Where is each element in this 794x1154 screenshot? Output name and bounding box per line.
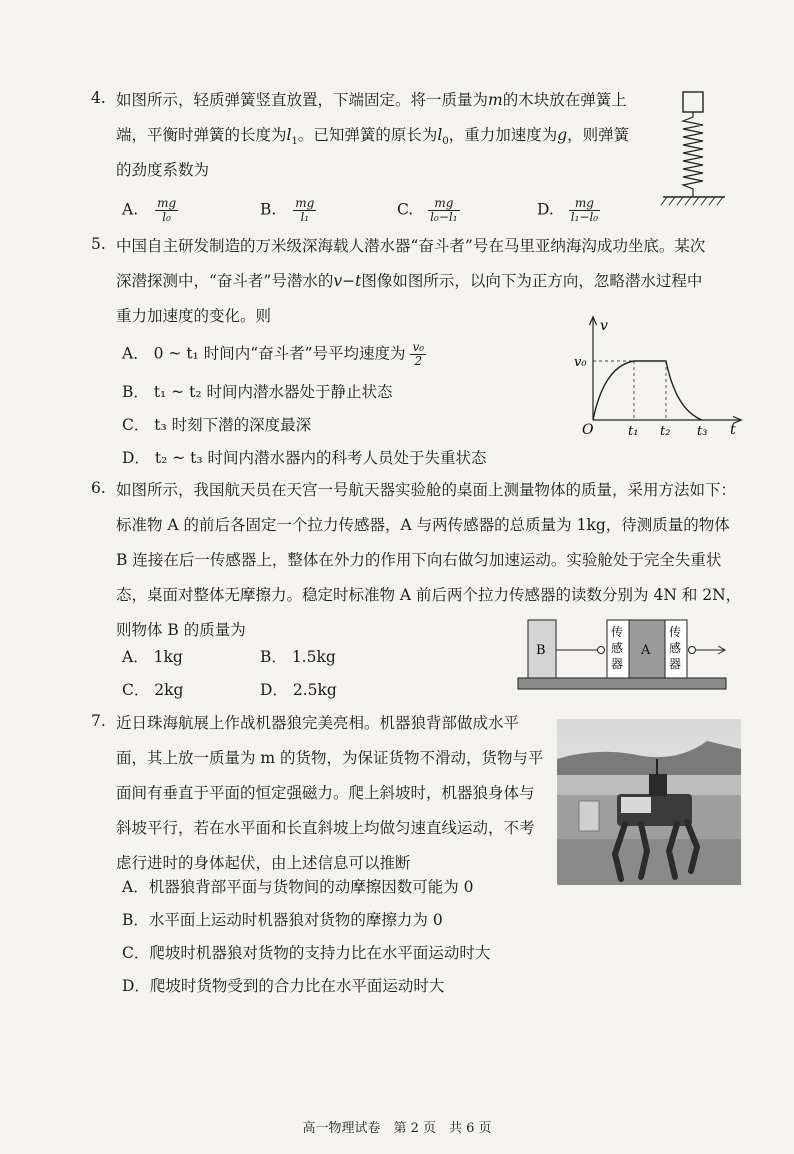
q5-option-d: D． t₂ ~ t₃ 时间内潜水器内的科考人员处于失重状态 xyxy=(122,449,487,467)
svg-text:器: 器 xyxy=(669,657,682,671)
q5-option-a: A． 0 ~ t₁ 时间内“奋斗者”号平均速度为 $\frac{\text{v₀}}{2}$ xyxy=(122,340,425,368)
t1-label: t₁ xyxy=(628,424,639,439)
q6-line2: 标准物 A 的前后各固定一个拉力传感器，A 与两传感器的总质量为 1kg，待测质量的物体 xyxy=(116,516,730,534)
q7-number: 7. xyxy=(91,712,106,730)
q6-option-c: C． 2kg xyxy=(122,681,184,699)
t2-label: t₂ xyxy=(660,424,671,439)
q4-line3: 的劲度系数为 xyxy=(116,161,210,179)
v0-label: v₀ xyxy=(574,355,587,370)
q6-option-d: D． 2.5kg xyxy=(260,681,337,699)
q5-line3: 重力加速度的变化。则 xyxy=(116,307,272,325)
q7-line4: 斜坡平行，若在水平面和长直斜坡上均做匀速直线运动，不考 xyxy=(116,819,535,837)
svg-text:感: 感 xyxy=(611,641,624,655)
t-label: t xyxy=(730,422,736,438)
vt-curve xyxy=(593,361,702,420)
q7-option-c: C．爬坡时机器狼对货物的支持力比在水平面运动时大 xyxy=(122,944,491,962)
q7-option-d: D．爬坡时货物受到的合力比在水平面运动时大 xyxy=(122,977,445,995)
q4-option-c: C. $\frac{mg}{\text{l₀−l₁}}$ xyxy=(397,196,458,224)
q7-option-a: A．机器狼背部平面与货物间的动摩擦因数可能为 0 xyxy=(122,878,474,896)
wood-block xyxy=(683,92,703,112)
q6-line3: B 连接在后一传感器上，整体在外力的作用下向右做匀加速运动。实验舱处于完全失重状 xyxy=(116,551,722,569)
svg-text:传: 传 xyxy=(669,625,682,639)
q4-option-d: D. $\frac{mg}{\text{l₁−l₀}}$ xyxy=(537,196,599,224)
object-b-label: B xyxy=(536,643,546,658)
origin-label: O xyxy=(582,422,594,438)
q7-line5: 虑行进时的身体起伏，由上述信息可以推断 xyxy=(116,854,411,872)
hook-left xyxy=(598,647,605,654)
q6-option-a: A． 1kg xyxy=(122,648,183,666)
q4-option-a: A. $\frac{mg}{\text{l₀}}$ xyxy=(122,196,177,224)
q5-option-b: B． t₁ ~ t₂ 时间内潜水器处于静止状态 xyxy=(122,383,393,401)
q5-option-c: C． t₃ 时刻下潜的深度最深 xyxy=(122,416,312,434)
q4-line2: 端，平衡时弹簧的长度为$l_1$。已知弹簧的原长为$l_0$，重力加速度为g，则弹簧 xyxy=(116,126,630,148)
hook-right xyxy=(689,647,696,654)
svg-text:器: 器 xyxy=(611,657,624,671)
q4-line1: 如图所示，轻质弹簧竖直放置，下端固定。将一质量为m的木块放在弹簧上 xyxy=(116,91,627,109)
q7-line3: 面间有垂直于平面的恒定强磁力。爬上斜坡时，机器狼身体与 xyxy=(116,784,535,802)
q6-line5: 则物体 B 的质量为 xyxy=(116,621,246,639)
q4-option-b: B. $\frac{mg}{\text{l₁}}$ xyxy=(260,196,315,224)
q7-option-b: B．水平面上运动时机器狼对货物的摩擦力为 0 xyxy=(122,911,443,929)
q6-number: 6. xyxy=(91,479,106,497)
ground-hatch xyxy=(661,197,723,205)
svg-text:传: 传 xyxy=(611,625,624,639)
vt-graph xyxy=(560,310,750,440)
table-top xyxy=(518,678,726,689)
sensor-figure xyxy=(515,614,730,694)
q5-number: 5. xyxy=(91,235,106,253)
q6-line4: 态，桌面对整体无摩擦力。稳定时标准物 A 前后两个拉力传感器的读数分别为 4N 和 2N， xyxy=(116,586,742,604)
standard-a-label: A xyxy=(641,643,651,658)
q5-line1: 中国自主研发制造的万米级深海载人潜水器“奋斗者”号在马里亚纳海沟成功坐底。某次 xyxy=(116,237,706,255)
v-label: v xyxy=(600,318,608,334)
q5-line2: 深潜探测中，“奋斗者”号潜水的v−t图像如图所示，以向下为正方向，忽略潜水过程中 xyxy=(116,272,703,290)
q7-line1: 近日珠海航展上作战机器狼完美亮相。机器狼背部做成水平 xyxy=(116,714,520,732)
robot-turret xyxy=(649,774,667,796)
robot-wolf-photo xyxy=(557,719,741,885)
t3-label: t₃ xyxy=(697,424,708,439)
spring-coil xyxy=(683,112,703,197)
q6-line1: 如图所示，我国航天员在天宫一号航天器实验舱的桌面上测量物体的质量，采用方法如下： xyxy=(116,481,737,499)
q7-line2: 面，其上放一质量为 m 的货物，为保证货物不滑动，货物与平 xyxy=(116,749,544,767)
svg-text:感: 感 xyxy=(669,641,682,655)
spring-figure xyxy=(655,85,735,215)
q6-option-b: B． 1.5kg xyxy=(260,648,336,666)
page-footer: 高一物理试卷 第 2 页 共 6 页 xyxy=(302,1121,492,1136)
q4-number: 4. xyxy=(91,89,106,107)
